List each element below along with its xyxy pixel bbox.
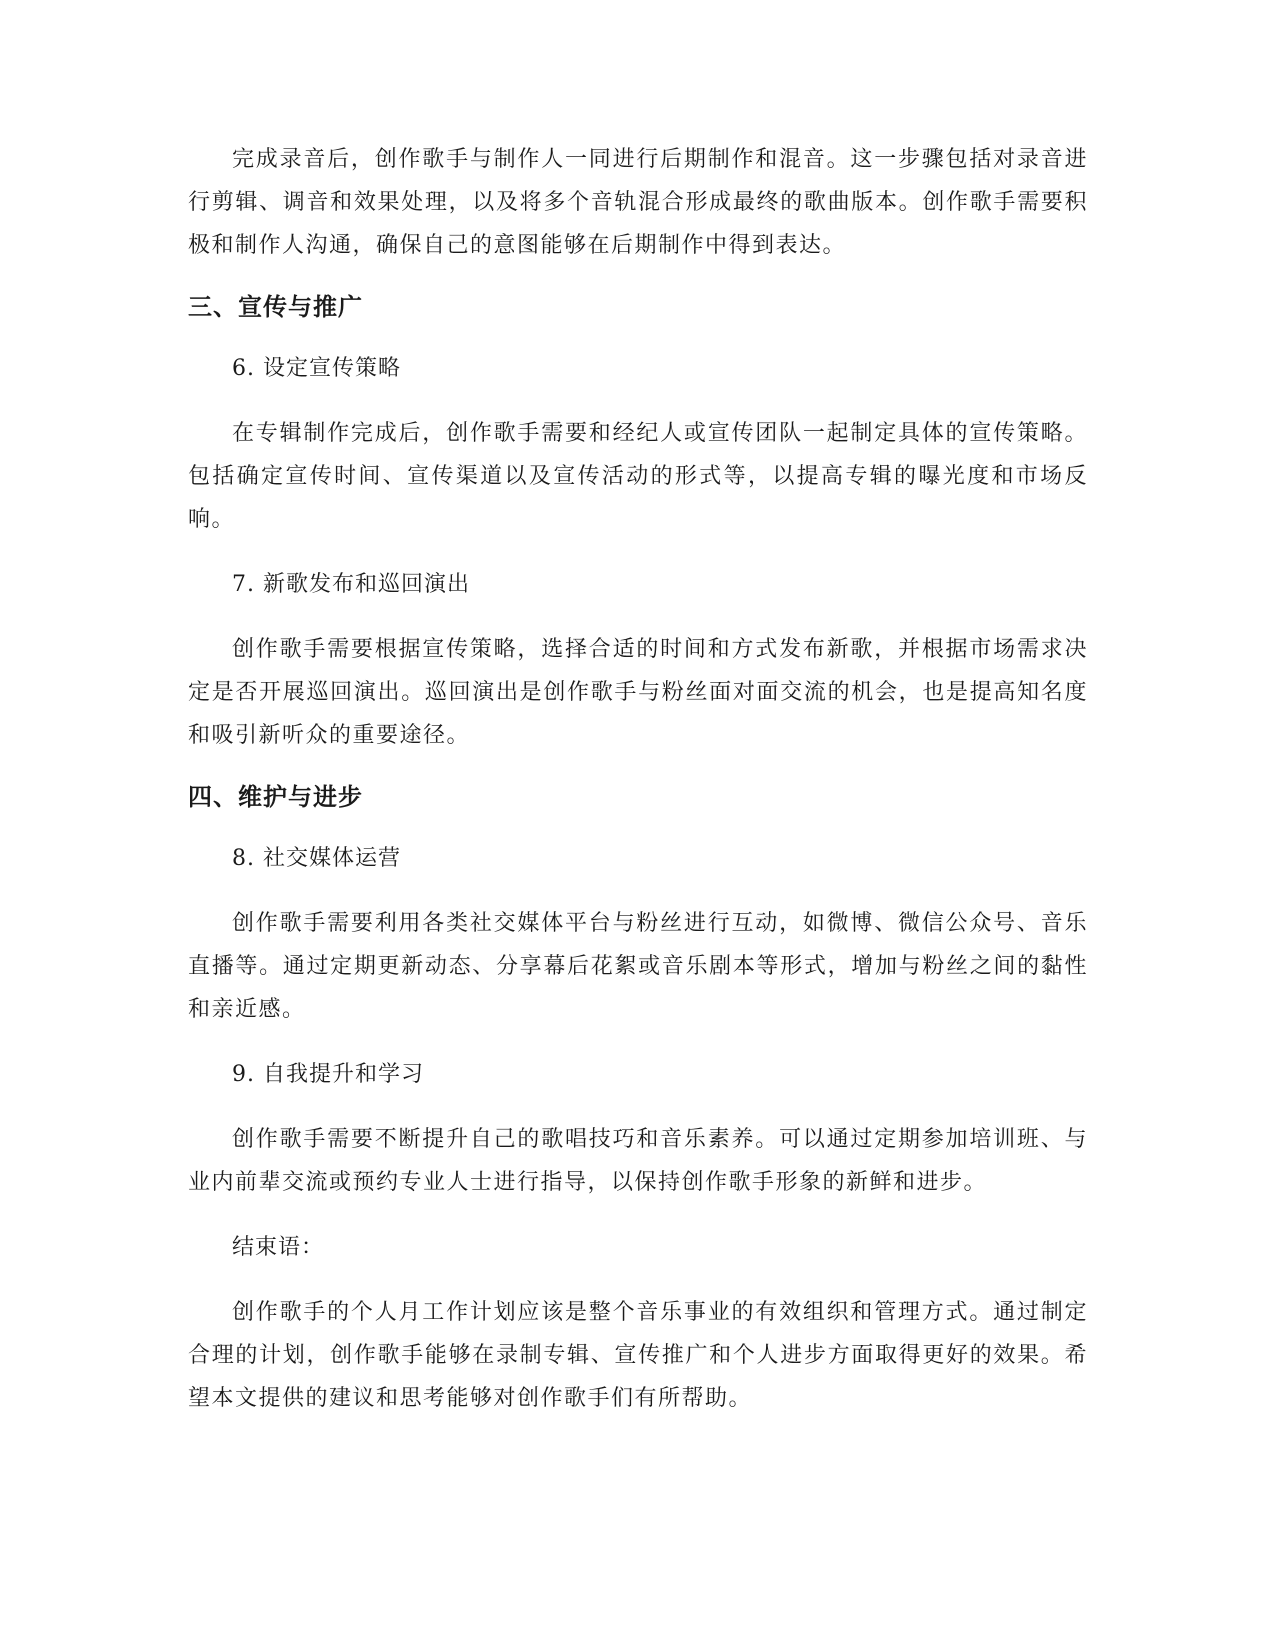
section-heading-promotion: 三、宣传与推广 [188, 293, 363, 321]
conclusion-paragraph: 创作歌手的个人月工作计划应该是整个音乐事业的有效组织和管理方式。通过制定合理的计划，创作歌手能够在录制专辑、宣传推广和个人进步方面取得更好的效果。希望本文提供的建议和思考能够对创作歌手们有所帮助。 [188, 1300, 1088, 1411]
item-7-paragraph: 创作歌手需要根据宣传策略，选择合适的时间和方式发布新歌，并根据市场需求决定是否开展巡回演出。巡回演出是创作歌手与粉丝面对面交流的机会，也是提高知名度和吸引新听众的重要途径。 [188, 637, 1088, 748]
item-6-title: 6. 设定宣传策略 [232, 356, 401, 381]
intro-paragraph: 完成录音后，创作歌手与制作人一同进行后期制作和混音。这一步骤包括对录音进行剪辑、调音和效果处理，以及将多个音轨混合形成最终的歌曲版本。创作歌手需要积极和制作人沟通，确保自己的意图能够在后期制作中得到表达。 [188, 147, 1088, 258]
section-heading-maintenance: 四、维护与进步 [188, 783, 363, 811]
conclusion-title: 结束语： [232, 1235, 325, 1260]
item-9-paragraph: 创作歌手需要不断提升自己的歌唱技巧和音乐素养。可以通过定期参加培训班、与业内前辈交流或预约专业人士进行指导，以保持创作歌手形象的新鲜和进步。 [188, 1127, 1088, 1195]
item-8-title: 8. 社交媒体运营 [232, 846, 401, 871]
item-6-paragraph: 在专辑制作完成后，创作歌手需要和经纪人或宣传团队一起制定具体的宣传策略。包括确定宣传时间、宣传渠道以及宣传活动的形式等，以提高专辑的曝光度和市场反响。 [188, 421, 1088, 532]
item-8-paragraph: 创作歌手需要利用各类社交媒体平台与粉丝进行互动，如微博、微信公众号、音乐直播等。通过定期更新动态、分享幕后花絮或音乐剧本等形式，增加与粉丝之间的黏性和亲近感。 [188, 911, 1088, 1022]
document-page [188, 138, 1088, 1442]
item-7-title: 7. 新歌发布和巡回演出 [232, 572, 470, 597]
item-9-title: 9. 自我提升和学习 [232, 1062, 424, 1087]
